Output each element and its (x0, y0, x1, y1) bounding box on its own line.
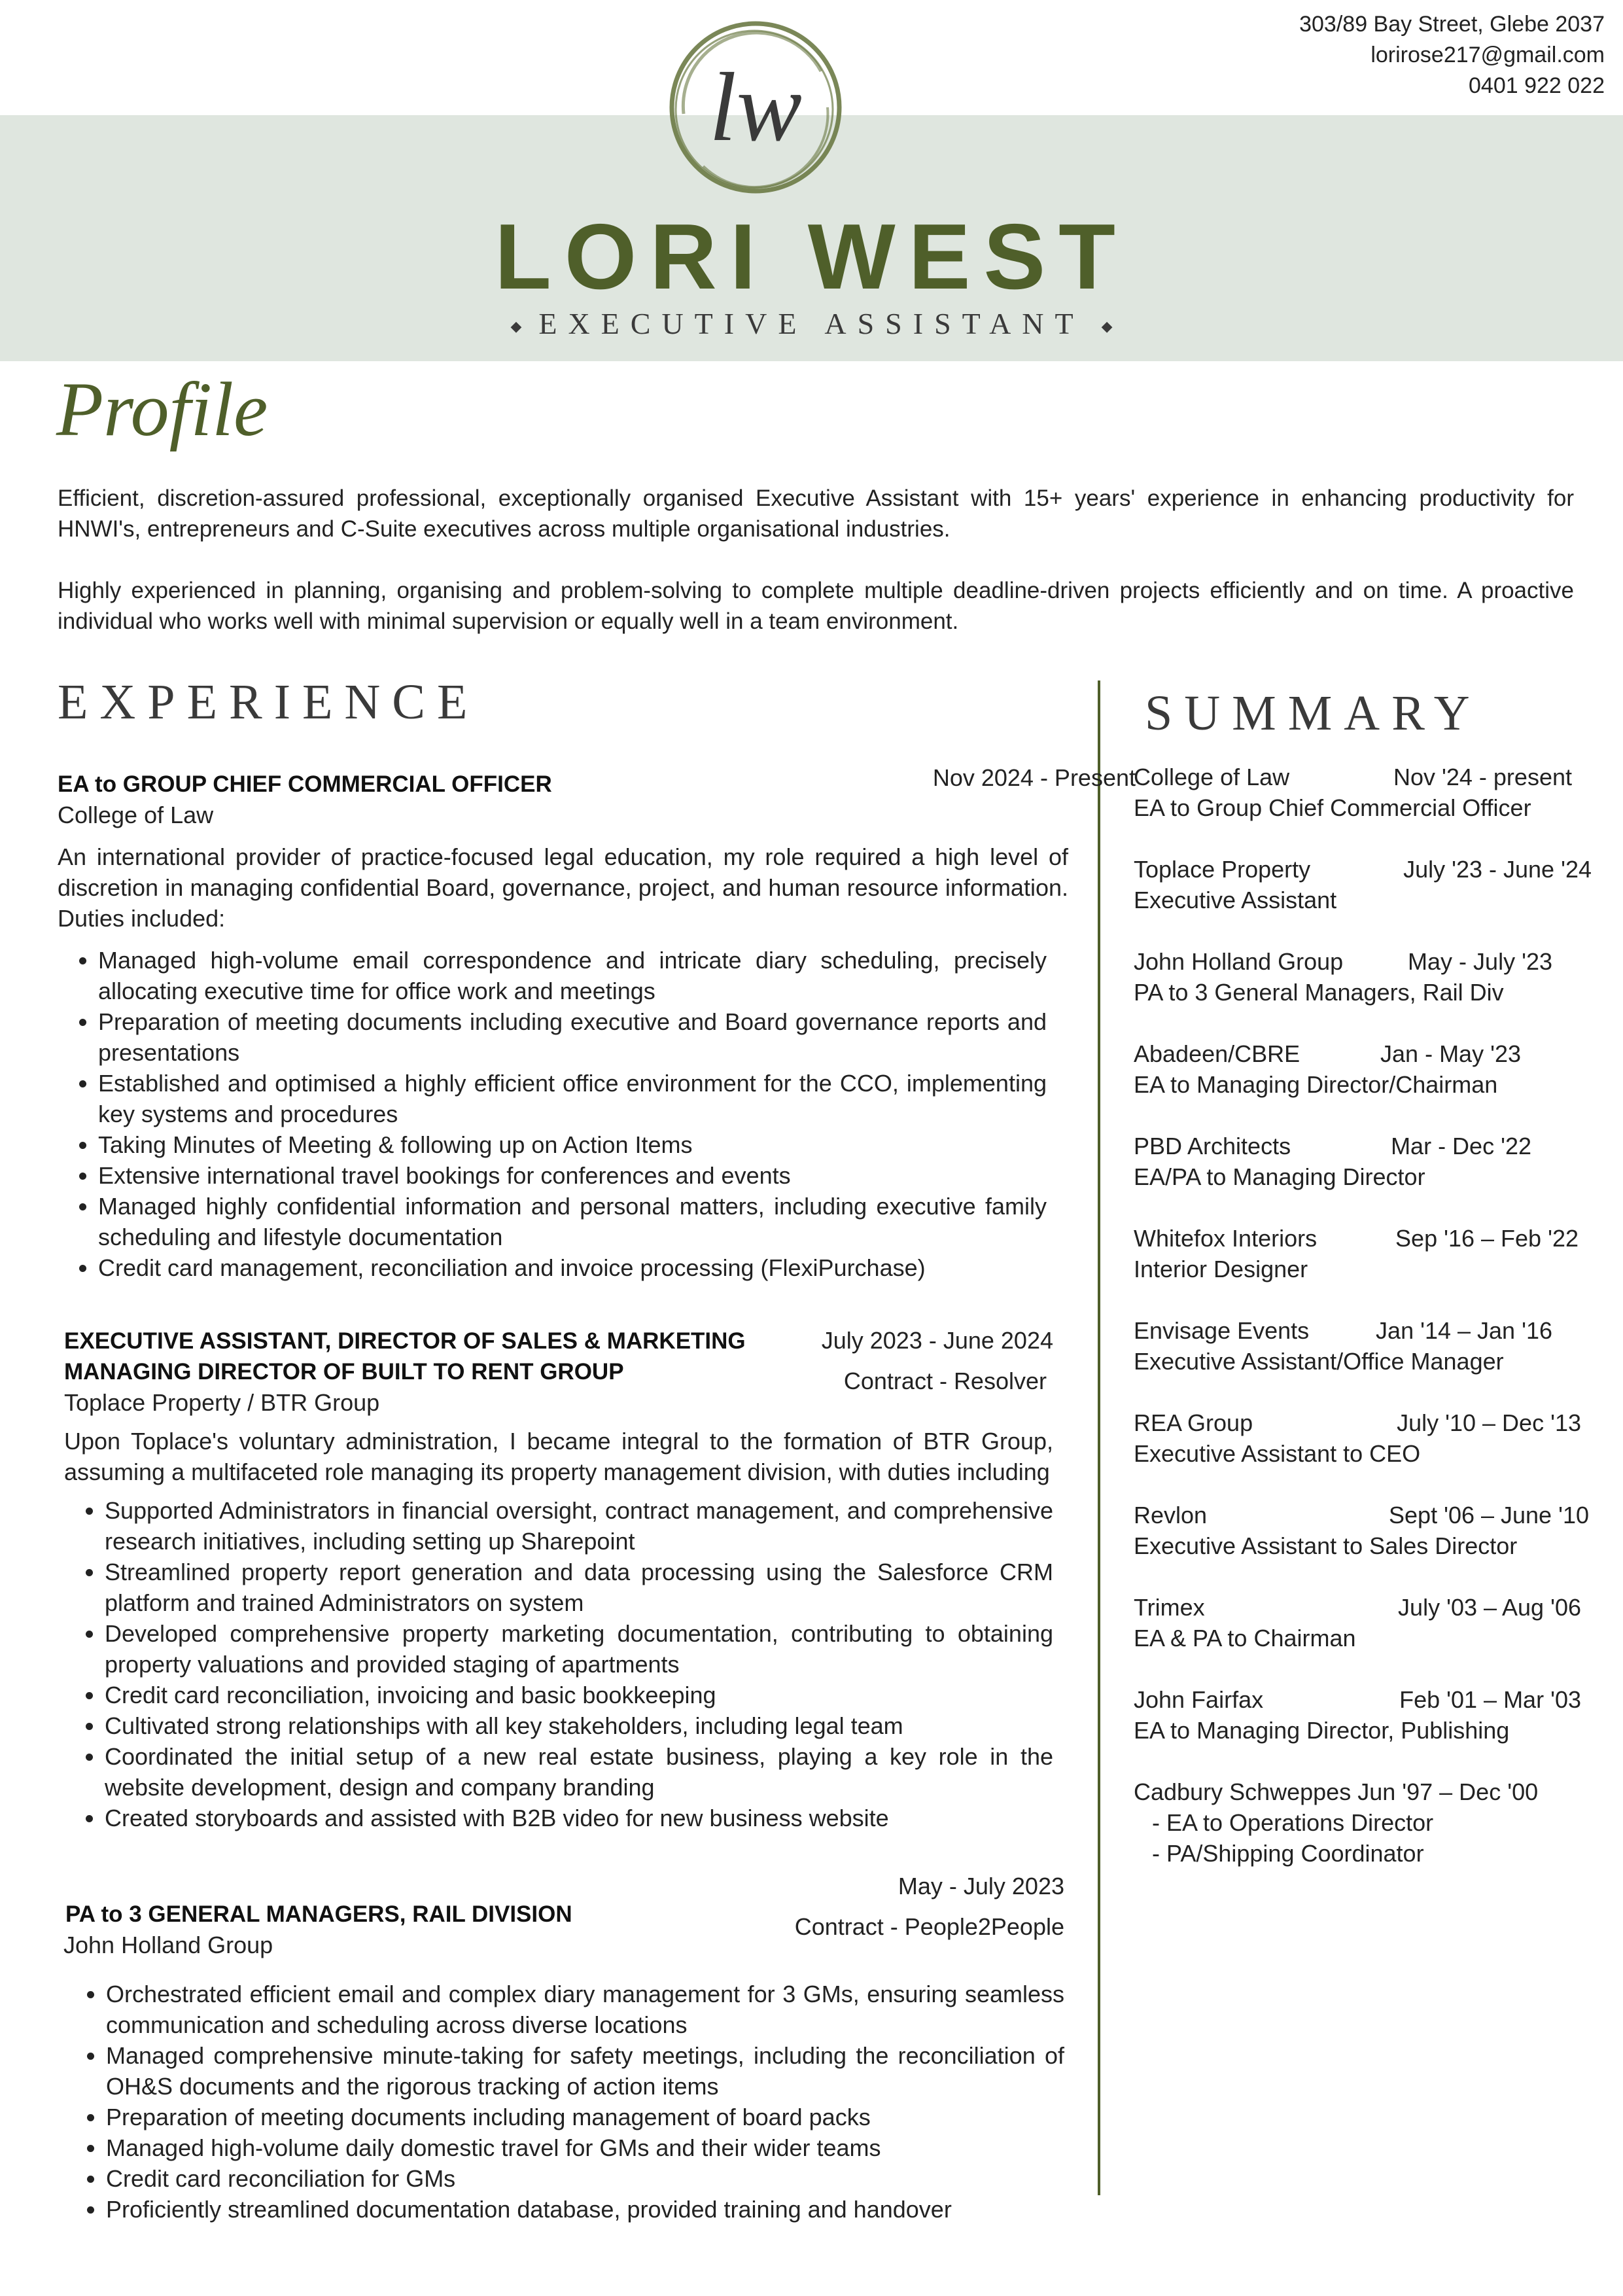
list-item: • Created storyboards and assisted with B2B video for new business website (105, 1803, 1053, 1833)
duties-list (58, 945, 1047, 1283)
summary-item (1134, 1223, 1592, 1284)
summary-list (1134, 762, 1592, 1899)
summary-heading: SUMMARY (1145, 686, 1482, 741)
summary-role: EA to Managing Director, Publishing (1134, 1717, 1510, 1744)
list-item: • Taking Minutes of Meeting & following up on Action Items (98, 1129, 1047, 1160)
summary-company: Revlon (1134, 1502, 1208, 1528)
summary-company: REA Group (1134, 1409, 1253, 1436)
list-item: • Managed highly confidential information and personal matters, including executive family scheduling and lifestyle documentation (98, 1191, 1047, 1252)
summary-company: Envisage Events (1134, 1317, 1310, 1344)
summary-role: - PA/Shipping Coordinator (1152, 1840, 1424, 1867)
summary-dates: Jan - May '23 (1380, 1040, 1521, 1067)
summary-dates: Sep '16 – Feb '22 (1395, 1225, 1579, 1252)
summary-role: EA to Group Chief Commercial Officer (1134, 794, 1531, 821)
summary-item (1134, 762, 1592, 823)
job-title-banner (0, 306, 1623, 341)
job-entry (64, 1326, 1053, 1833)
job-date: May - July 2023 (898, 1873, 1064, 1899)
profile-heading: Profile (56, 366, 268, 452)
list-item: • Preparation of meeting documents including management of board packs (106, 2102, 1064, 2132)
summary-role: - EA to Operations Director (1152, 1809, 1434, 1836)
contact-address: 303/89 Bay Street, Glebe 2037 (1299, 12, 1605, 37)
job-date: Nov 2024 - Present (932, 764, 1136, 791)
contact-email[interactable]: lorirose217@gmail.com (1370, 43, 1605, 67)
job-title: EXECUTIVE ASSISTANT, DIRECTOR OF SALES & MARKETING (64, 1328, 746, 1354)
job-company: College of Law (58, 802, 214, 828)
summary-company-dates: Cadbury Schweppes Jun '97 – Dec '00 (1134, 1778, 1539, 1805)
list-item: • Developed comprehensive property marketing documentation, contributing to obtaining property valuations and provided staging of apartments (105, 1618, 1053, 1680)
summary-item (1134, 1592, 1592, 1653)
list-item: • Credit card management, reconciliation and invoice processing (FlexiPurchase) (98, 1252, 1047, 1283)
summary-dates: May - July '23 (1408, 948, 1552, 975)
summary-role: Executive Assistant to CEO (1134, 1440, 1421, 1467)
summary-item (1134, 1315, 1592, 1377)
list-item: • Coordinated the initial setup of a new real estate business, playing a key role in the website development, design and company branding (105, 1741, 1053, 1803)
list-item: • Managed high-volume daily domestic travel for GMs and their wider teams (106, 2132, 1064, 2163)
profile-paragraph-2: Highly experienced in planning, organising and problem-solving to complete multiple deadline-driven projects efficiently and on time. A proactive individual who works well with minimal supervision or equally well in a team environment. (58, 578, 1574, 634)
summary-dates: July '10 – Dec '13 (1397, 1409, 1581, 1436)
summary-item (1134, 946, 1592, 1008)
duties-list (65, 1979, 1064, 2225)
summary-role: Executive Assistant/Office Manager (1134, 1348, 1504, 1375)
summary-dates: Nov '24 - present (1393, 764, 1572, 790)
job-title: EA to GROUP CHIEF COMMERCIAL OFFICER (58, 771, 552, 797)
job-title-line-2: MANAGING DIRECTOR OF BUILT TO RENT GROUP (64, 1359, 624, 1385)
summary-item (1134, 1131, 1592, 1192)
job-intro: Upon Toplace's voluntary administration, I became integral to the formation of BTR Group, assuming a multifaceted role managing its property management division, with duties including (64, 1428, 1053, 1485)
list-item: • Managed high-volume email correspondence and intricate diary scheduling, precisely allocating executive time for office work and meetings (98, 945, 1047, 1006)
summary-dates: July '23 - June '24 (1403, 856, 1592, 883)
diamond-icon: ◆ (1101, 318, 1113, 335)
column-divider (1098, 680, 1100, 2195)
logo-monogram-text: lw (709, 53, 802, 162)
summary-item (1134, 1038, 1592, 1100)
list-item: • Extensive international travel bookings for conferences and events (98, 1160, 1047, 1191)
duties-list (64, 1495, 1053, 1833)
list-item: • Cultivated strong relationships with all key stakeholders, including legal team (105, 1710, 1053, 1741)
summary-role: Executive Assistant (1134, 887, 1337, 913)
list-item: • Preparation of meeting documents including executive and Board governance reports and presentations (98, 1006, 1047, 1068)
job-contract: Contract - Resolver (843, 1368, 1047, 1394)
experience-heading: EXPERIENCE (58, 675, 480, 730)
summary-role: Interior Designer (1134, 1256, 1308, 1282)
summary-company: Toplace Property (1134, 856, 1311, 883)
summary-item (1134, 1684, 1592, 1746)
candidate-name: LORI WEST (495, 205, 1128, 309)
job-entry (58, 764, 1136, 1283)
summary-dates: July '03 – Aug '06 (1398, 1594, 1581, 1621)
summary-dates: Feb '01 – Mar '03 (1399, 1686, 1581, 1713)
summary-company: Whitefox Interiors (1134, 1225, 1318, 1252)
summary-company: PBD Architects (1134, 1133, 1291, 1159)
job-intro: An international provider of practice-focused legal education, my role required a high level of discretion in managing confidential Board, governance, project, and human resource information. Duties included: (58, 843, 1068, 932)
summary-role: EA/PA to Managing Director (1134, 1163, 1425, 1190)
list-item: • Orchestrated efficient email and complex diary management for 3 GMs, ensuring seamless communication and scheduling across diverse locations (106, 1979, 1064, 2040)
list-item: • Streamlined property report generation and data processing using the Salesforce CRM platform and trained Administrators on system (105, 1557, 1053, 1618)
job-date: July 2023 - June 2024 (821, 1327, 1053, 1354)
summary-role: EA to Managing Director/Chairman (1134, 1071, 1498, 1098)
job-title-text: EXECUTIVE ASSISTANT (538, 307, 1085, 340)
profile-paragraph-1: Efficient, discretion-assured professional, exceptionally organised Executive Assistant with 15+ years' experience in enhancing productivity for HNWI's, entrepreneurs and C-Suite executives across multiple organisational industries. (58, 486, 1574, 542)
summary-dates: Sept '06 – June '10 (1389, 1502, 1589, 1528)
summary-item (1134, 854, 1592, 915)
diamond-icon: ◆ (510, 318, 522, 335)
summary-item (1134, 1407, 1592, 1469)
list-item: • Established and optimised a highly efficient office environment for the CCO, implementing key systems and procedures (98, 1068, 1047, 1129)
summary-company: John Holland Group (1134, 948, 1344, 975)
job-entry (63, 1873, 1064, 2225)
summary-role: PA to 3 General Managers, Rail Div (1134, 979, 1504, 1006)
summary-dates: Mar - Dec '22 (1391, 1133, 1531, 1159)
list-item: • Supported Administrators in financial oversight, contract management, and comprehensive research initiatives, including setting up Sharepoint (105, 1495, 1053, 1557)
summary-company: John Fairfax (1134, 1686, 1264, 1713)
summary-item (1134, 1776, 1592, 1869)
list-item: • Credit card reconciliation for GMs (106, 2163, 1064, 2194)
summary-company: Abadeen/CBRE (1134, 1040, 1300, 1067)
job-company: Toplace Property / BTR Group (64, 1389, 380, 1416)
list-item: • Credit card reconciliation, invoicing and basic bookkeeping (105, 1680, 1053, 1710)
job-company: John Holland Group (63, 1932, 273, 1958)
summary-dates: Jan '14 – Jan '16 (1376, 1317, 1552, 1344)
summary-company: Trimex (1134, 1594, 1205, 1621)
list-item: • Managed comprehensive minute-taking for safety meetings, including the reconciliation of OH&S documents and the rigorous tracking of action items (106, 2040, 1064, 2102)
job-contract: Contract - People2People (794, 1913, 1064, 1940)
summary-role: EA & PA to Chairman (1134, 1625, 1356, 1651)
job-title: PA to 3 GENERAL MANAGERS, RAIL DIVISION (65, 1901, 572, 1927)
summary-item (1134, 1500, 1592, 1561)
monogram-logo (657, 9, 854, 205)
contact-phone[interactable]: 0401 922 022 (1469, 73, 1605, 98)
summary-company: College of Law (1134, 764, 1290, 790)
summary-role: Executive Assistant to Sales Director (1134, 1532, 1518, 1559)
list-item: • Proficiently streamlined documentation database, provided training and handover (106, 2194, 1064, 2225)
contact-block (1299, 9, 1605, 101)
